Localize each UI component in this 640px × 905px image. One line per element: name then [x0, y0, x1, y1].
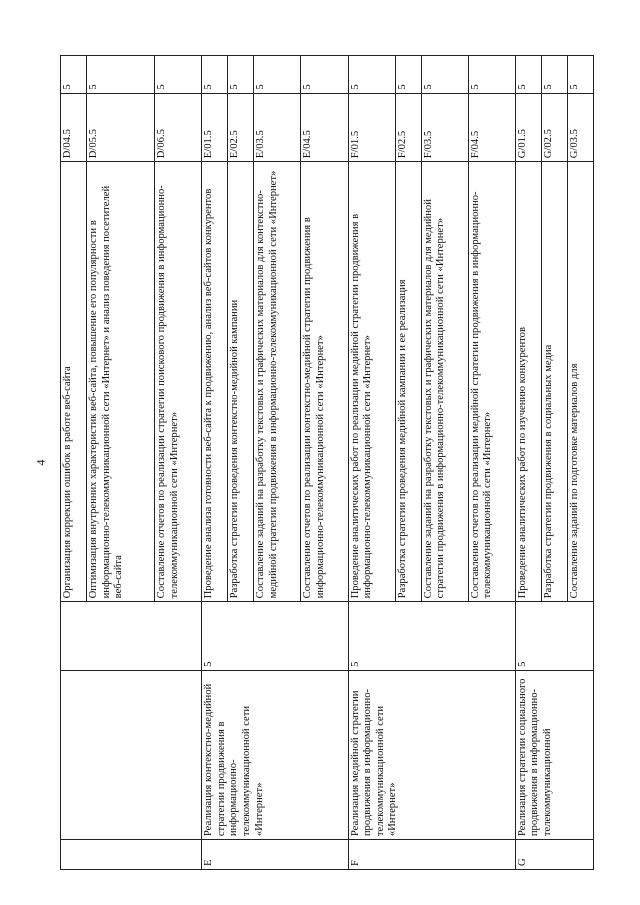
function-name: Реализация стратегии социального продвижения в информационно-телекоммуникационной [515, 670, 593, 839]
table-row [348, 56, 395, 870]
task-name: Составление заданий по подготовке материалов для [567, 162, 593, 602]
function-code: E [202, 840, 348, 870]
task-level: 5 [567, 56, 593, 94]
function-level: 5 [348, 602, 515, 671]
function-level: 5 [202, 602, 348, 671]
function-name: Реализация контекстно-медийной стратегии продвижения в информационно-телекоммуникационной сети «Интернет» [202, 670, 348, 839]
function-level: 5 [515, 602, 593, 671]
task-name: Разработка стратегии проведения медийной кампании и ее реализация [395, 162, 421, 602]
task-name: Разработка стратегии продвижения в социальных медиа [541, 162, 567, 602]
task-code: G/02.5 [541, 93, 567, 162]
task-code: D/06.5 [155, 93, 202, 162]
task-level: 5 [202, 56, 228, 94]
task-name: Проведение анализа готовности веб-сайта к продвижению, анализ веб-сайтов конкурентов [202, 162, 228, 602]
task-name: Составление отчетов по реализации медийной стратегии продвижения в информационно-телекоммуникационной сети «Интернет» [468, 162, 515, 602]
task-name: Составление заданий на разработку текстовых и графических материалов для контекстно-медийной стратегии продвижения в информационно-телекоммуникационной сети «Интернет» [254, 162, 301, 602]
task-level: 5 [61, 56, 87, 94]
task-name: Оптимизация внутренних характеристик веб-сайта, повышение его популярности в информационно-телекоммуникационной сети «Интернет» и анализ поведения посетителей веб-сайта [87, 162, 155, 602]
task-code: D/05.5 [87, 93, 155, 162]
task-code: G/03.5 [567, 93, 593, 162]
task-code: E/01.5 [202, 93, 228, 162]
functions-table [60, 55, 594, 870]
task-code: E/03.5 [254, 93, 301, 162]
table-row [515, 56, 541, 870]
page-number: 4 [33, 459, 48, 466]
task-name: Организация коррекции ошибок в работе веб-сайта [61, 162, 87, 602]
task-level: 5 [421, 56, 468, 94]
task-code: G/01.5 [515, 93, 541, 162]
task-name: Составление отчетов по реализации контекстно-медийной стратегии продвижения в информационно-телекоммуникационной сети «Интернет» [301, 162, 348, 602]
task-code: F/02.5 [395, 93, 421, 162]
task-code: D/04.5 [61, 93, 87, 162]
task-level: 5 [348, 56, 395, 94]
task-level: 5 [228, 56, 254, 94]
function-code: G [515, 840, 593, 870]
task-code: F/01.5 [348, 93, 395, 162]
task-code: E/02.5 [228, 93, 254, 162]
task-level: 5 [87, 56, 155, 94]
task-level: 5 [254, 56, 301, 94]
task-level: 5 [468, 56, 515, 94]
table-row [202, 56, 228, 870]
task-code: E/04.5 [301, 93, 348, 162]
function-name-cell [61, 670, 202, 839]
rotated-table-sheet [60, 55, 594, 870]
task-level: 5 [541, 56, 567, 94]
task-name: Проведение аналитических работ по реализации медийной стратегии продвижения в информационно-телекоммуникационной сети «Интернет» [348, 162, 395, 602]
task-level: 5 [155, 56, 202, 94]
task-name: Составление заданий на разработку текстовых и графических материалов для медийной стратегии продвижения в информационно-телекоммуникационной сети «Интернет» [421, 162, 468, 602]
task-name: Составление отчетов по реализации стратегии поискового продвижения в информационно-телекоммуникационной сети «Интернет» [155, 162, 202, 602]
function-code: F [348, 840, 515, 870]
function-level-cell [61, 602, 202, 671]
task-name: Проведение аналитических работ по изучению конкурентов [515, 162, 541, 602]
task-level: 5 [301, 56, 348, 94]
task-code: F/03.5 [421, 93, 468, 162]
function-name: Реализация медийной стратегии продвижения в информационно-телекоммуникационной сети «Интернет» [348, 670, 515, 839]
task-level: 5 [395, 56, 421, 94]
function-code-cell [61, 840, 202, 870]
table-row [61, 56, 87, 870]
task-level: 5 [515, 56, 541, 94]
task-code: F/04.5 [468, 93, 515, 162]
task-name: Разработка стратегии проведения контекстно-медийной кампании [228, 162, 254, 602]
